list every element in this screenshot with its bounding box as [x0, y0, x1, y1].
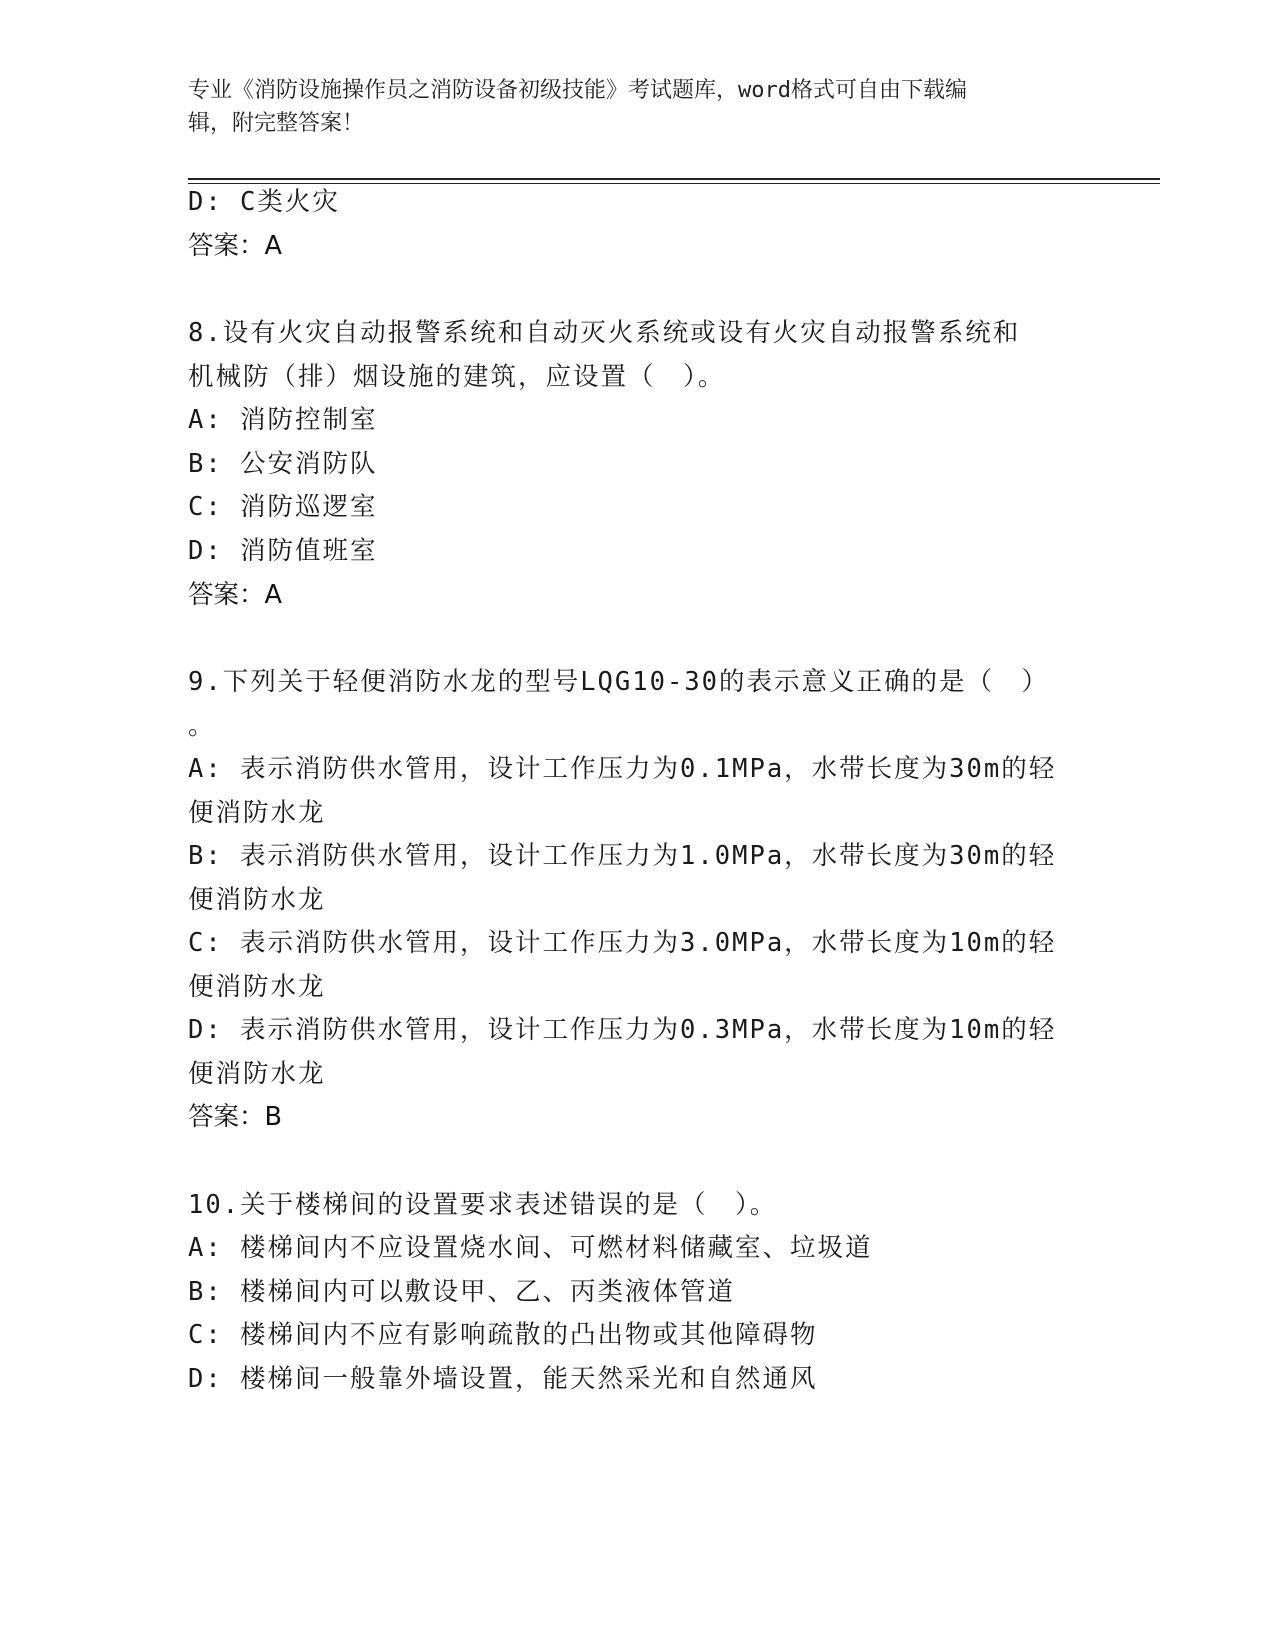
header-line-2: 辑，附完整答案！: [188, 111, 365, 136]
q10-option-b: B: 楼梯间内可以敷设甲、乙、丙类液体管道: [188, 1277, 736, 1307]
q8-stem-line-1: 8.设有火灾自动报警系统和自动灭火系统或设有火灾自动报警系统和: [188, 318, 1021, 348]
document-header: [188, 74, 1088, 140]
header-line-1: 专业《消防设施操作员之消防设备初级技能》考试题库，word格式可自由下载编: [188, 78, 967, 103]
q8-answer: 答案：A: [188, 580, 282, 610]
q8-option-b: B: 公安消防队: [188, 449, 378, 479]
q7-answer: 答案：A: [188, 231, 282, 261]
q8-option-c: C: 消防巡逻室: [188, 492, 378, 522]
header-divider-thin: [188, 183, 1160, 184]
q9-stem-line-2: 。: [188, 711, 216, 741]
q9-stem-line-1: 9.下列关于轻便消防水龙的型号LQG10-30的表示意义正确的是（ ）: [188, 667, 1050, 697]
q9-answer: 答案：B: [188, 1102, 282, 1132]
q8-stem-line-2: 机械防（排）烟设施的建筑，应设置（ ）。: [188, 362, 726, 392]
q10-option-a: A: 楼梯间内不应设置烧水间、可燃材料储藏室、垃圾道: [188, 1233, 873, 1263]
q10-option-c: C: 楼梯间内不应有影响疏散的凸出物或其他障碍物: [188, 1320, 818, 1350]
header-divider-thick: [188, 178, 1160, 180]
q10-option-d: D: 楼梯间一般靠外墙设置，能天然采光和自然通风: [188, 1364, 818, 1394]
q9-option-d-line-2: 便消防水龙: [188, 1059, 326, 1089]
q9-option-c-line-1: C: 表示消防供水管用，设计工作压力为3.0MPa，水带长度为10m的轻: [188, 928, 1057, 958]
q8-option-a: A: 消防控制室: [188, 405, 378, 435]
q9-option-b-line-1: B: 表示消防供水管用，设计工作压力为1.0MPa，水带长度为30m的轻: [188, 841, 1057, 871]
q7-option-d: D: C类火灾: [188, 187, 340, 217]
q9-option-b-line-2: 便消防水龙: [188, 885, 326, 915]
q10-stem: 10.关于楼梯间的设置要求表述错误的是（ ）。: [188, 1190, 778, 1220]
q9-option-c-line-2: 便消防水龙: [188, 972, 326, 1002]
q9-option-d-line-1: D: 表示消防供水管用，设计工作压力为0.3MPa，水带长度为10m的轻: [188, 1015, 1057, 1045]
q9-option-a-line-2: 便消防水龙: [188, 798, 326, 828]
q8-option-d: D: 消防值班室: [188, 536, 378, 566]
q9-option-a-line-1: A: 表示消防供水管用，设计工作压力为0.1MPa，水带长度为30m的轻: [188, 754, 1057, 784]
